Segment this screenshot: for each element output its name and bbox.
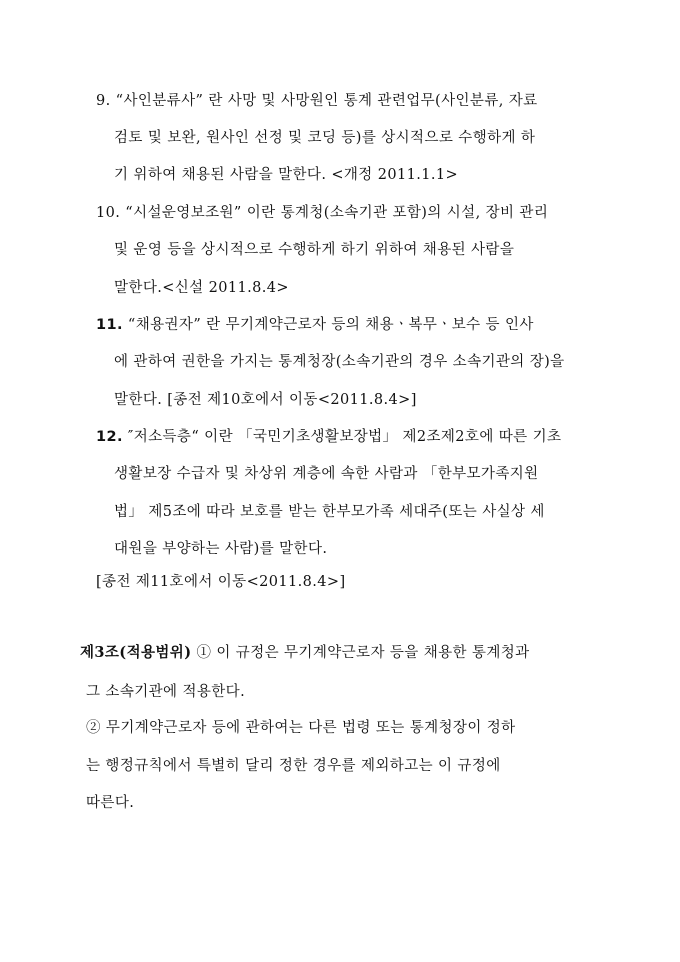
item-9-line-3: 기 위하여 채용된 사람을 말한다. <개정 2011.1.1> (114, 167, 459, 183)
item-11-number: 11. (96, 317, 123, 333)
item-10-line-2: 및 운영 등을 상시적으로 수행하게 하기 위하여 채용된 사람을 (114, 242, 515, 258)
item-12-text: ″저소득층“ 이란 「국민기초생활보장법」 제2조제2호에 따른 기초 (122, 429, 562, 445)
item-12-line-3: 법」 제5조에 따라 보호를 받는 한부모가족 세대주(또는 사실상 세 (114, 504, 545, 520)
article-3-line-1 (80, 643, 530, 663)
item-11-line-2: 에 관하여 권한을 가지는 통계청장(소속기관의 경우 소속기관의 장)을 (114, 354, 565, 370)
item-12-note: [종전 제11호에서 이동<2011.8.4>] (96, 574, 346, 590)
item-12-number: 12. (96, 429, 123, 445)
item-10-line-1: 10. “시설운영보조원” 이란 통계청(소속기관 포함)의 시설, 장비 관리 (96, 205, 549, 221)
item-12-line-2: 생활보장 수급자 및 차상위 계층에 속한 사람과 「한부모가족지원 (114, 466, 539, 482)
item-9-line-1: 9. “사인분류사” 란 사망 및 사망원인 통계 관련업무(사인분류, 자료 (96, 93, 538, 109)
article-3-para2-line-1: ② 무기계약근로자 등에 관하여는 다른 법령 또는 통계청장이 정하 (86, 720, 516, 736)
article-3-para1-text: ① 이 규정은 무기계약근로자 등을 채용한 통계청과 (191, 645, 530, 661)
item-11-text: “채용권자” 란 무기계약근로자 등의 채용ㆍ복무ㆍ보수 등 인사 (122, 317, 534, 333)
item-9-line-2: 검토 및 보완, 원사인 선정 및 코딩 등)를 상시적으로 수행하게 하 (114, 130, 536, 146)
item-12-line-4: 대원을 부양하는 사람)를 말한다. (114, 541, 328, 557)
article-3-title: 제3조(적용범위) (80, 644, 192, 661)
article-3-para2-line-3: 따른다. (86, 795, 135, 811)
item-10-line-3: 말한다.<신설 2011.8.4> (114, 280, 289, 296)
item-11-line-1 (96, 315, 534, 335)
article-3-para2-line-2: 는 행정규칙에서 특별히 달리 정한 경우를 제외하고는 이 규정에 (86, 758, 501, 774)
item-11-line-3: 말한다. [종전 제10호에서 이동<2011.8.4>] (114, 392, 417, 408)
item-12-line-1 (96, 427, 561, 447)
article-3-line-2: 그 소속기관에 적용한다. (86, 684, 246, 700)
